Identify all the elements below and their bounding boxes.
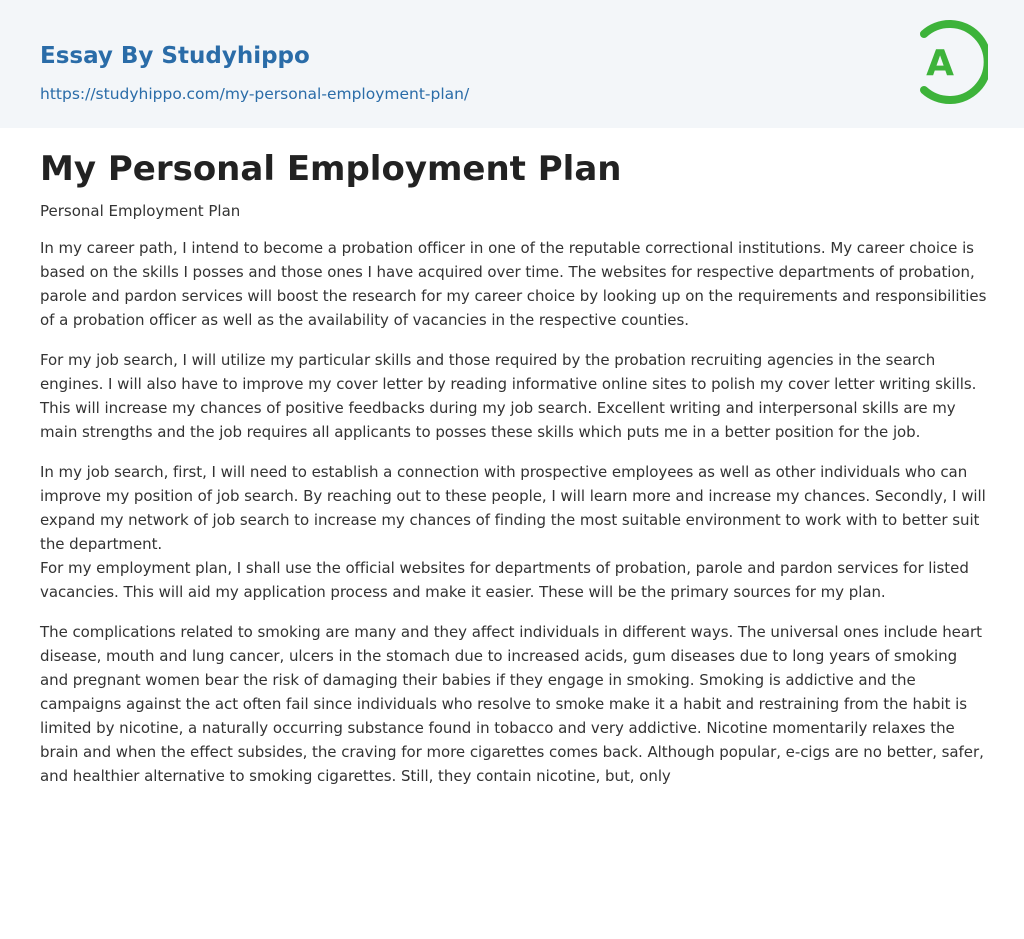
- paragraph-2: For my job search, I will utilize my particular skills and those required by the probation recruiting agencies in the search engines. I will also have to improve my cover letter by reading informative online sites to polish my cover letter writing skills. This will increase my chances of positive feedbacks during my job search. Excellent writing and interpersonal skills are my main strengths and the job requires all applicants to posses these skills which puts me in a better position for the job.: [40, 351, 977, 441]
- essay-url-link[interactable]: https://studyhippo.com/my-personal-employment-plan/: [40, 85, 470, 103]
- logo-letter: A: [926, 43, 954, 84]
- site-header: [0, 0, 1024, 128]
- brand-name[interactable]: Essay By Studyhippo: [40, 43, 310, 69]
- paragraph-5: The complications related to smoking are many and they affect individuals in different ways. The universal ones include heart disease, mouth and lung cancer, ulcers in the stomach due to increased acids, gum diseases due to long years of smoking and pregnant women bear the risk of damaging their babies if they engage in smoking. Smoking is addictive and the campaigns against the act often fail since individuals who resolve to smoke make it a habit and restraining from the habit is limited by nicotine, a naturally occurring substance found in tobacco and very addictive. Nicotine momentarily relaxes the brain and when the effect subsides, the craving for more cigarettes comes back. Although popular, e-cigs are no better, safer, and healthier alternative to smoking cigarettes. Still, they contain nicotine, but, only: [40, 623, 984, 785]
- paragraph-3: In my job search, first, I will need to establish a connection with prospective employees as well as other individuals who can improve my position of job search. By reaching out to these people, I will learn more and increase my chances. Secondly, I will expand my network of job search to increase my chances of finding the most suitable environment to work with to better suit the department.: [40, 463, 986, 553]
- essay-subtitle: Personal Employment Plan: [40, 202, 241, 220]
- page-title: My Personal Employment Plan: [40, 149, 622, 189]
- essay-content: [40, 140, 988, 788]
- paragraph-4: For my employment plan, I shall use the official websites for departments of probation, parole and pardon services for listed vacancies. This will aid my application process and make it easier. These will be the primary sources for my plan.: [40, 559, 969, 601]
- studyhippo-logo-icon[interactable]: [910, 18, 988, 106]
- paragraph-1: In my career path, I intend to become a probation officer in one of the reputable correctional institutions. My career choice is based on the skills I posses and those ones I have acquired over time. The websites for respective departments of probation, parole and pardon services will boost the research for my career choice by looking up on the requirements and responsibilities of a probation officer as well as the availability of vacancies in the respective counties.: [40, 239, 987, 329]
